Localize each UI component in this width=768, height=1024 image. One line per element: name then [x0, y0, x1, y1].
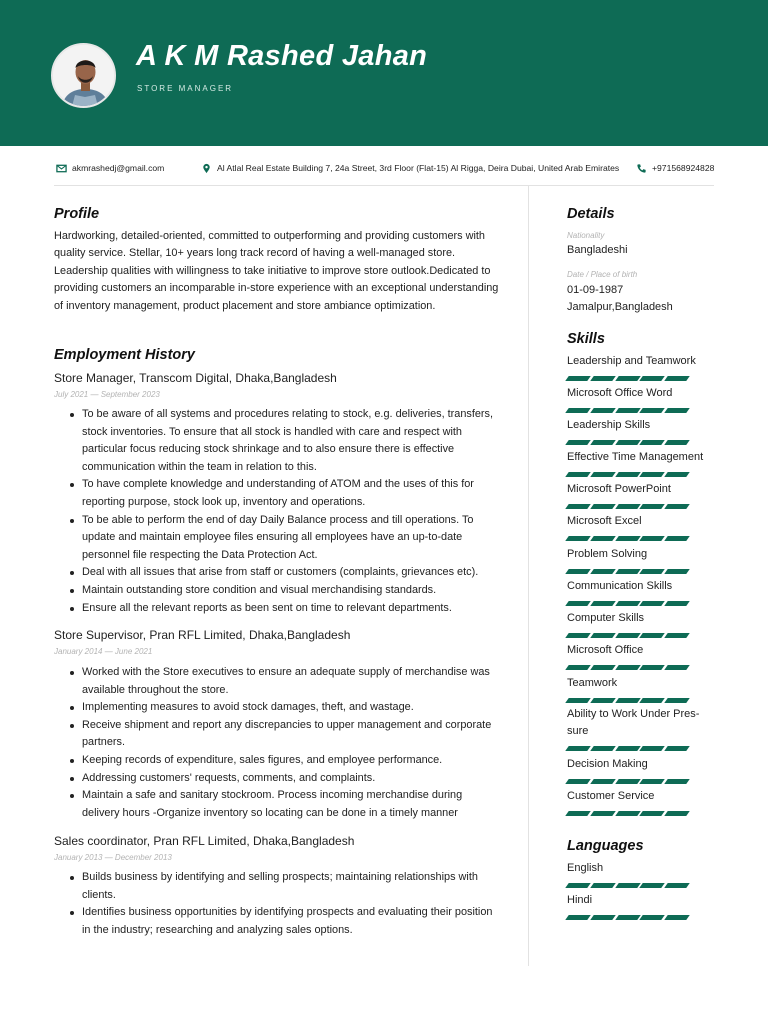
level-segment — [565, 408, 590, 413]
level-segment — [640, 601, 665, 606]
skill-item — [567, 449, 717, 477]
languages-heading: Languages — [567, 838, 644, 854]
details-heading: Details — [567, 206, 615, 222]
level-segment — [615, 569, 640, 574]
skill-level-bar — [567, 536, 688, 541]
level-segment — [590, 811, 615, 816]
level-segment — [565, 883, 590, 888]
level-segment — [664, 536, 689, 541]
skill-item — [567, 353, 717, 381]
level-segment — [640, 633, 665, 638]
contact-divider — [54, 185, 714, 186]
job-duty: Implementing measures to avoid stock damages, theft, and wastage. — [68, 699, 500, 717]
skill-level-bar — [567, 376, 688, 381]
skill-name: Microsoft PowerPoint — [567, 483, 671, 495]
level-segment — [615, 633, 640, 638]
level-segment — [640, 408, 665, 413]
profile-heading: Profile — [54, 206, 100, 222]
skill-name: Effective Time Management — [567, 451, 704, 463]
birth-label: Date / Place of birth — [567, 270, 638, 279]
skill-level-bar — [567, 569, 688, 574]
skill-level-bar — [567, 811, 688, 816]
level-segment — [565, 376, 590, 381]
level-segment — [615, 883, 640, 888]
skill-level-bar — [567, 408, 688, 413]
phone-icon — [636, 163, 647, 174]
level-segment — [640, 698, 665, 703]
job-duty: Deal with all issues that arise from staff or customers (complaints, grievances etc). — [68, 564, 500, 582]
level-segment — [565, 779, 590, 784]
level-segment — [590, 504, 615, 509]
email-text: akmrashedj@gmail.com — [72, 163, 165, 173]
job-duty: Addressing customers' requests, comments, and complaints. — [68, 770, 500, 788]
level-segment — [640, 883, 665, 888]
candidate-role: STORE MANAGER — [137, 84, 234, 93]
level-segment — [640, 504, 665, 509]
level-segment — [590, 883, 615, 888]
level-segment — [590, 915, 615, 920]
level-segment — [615, 746, 640, 751]
job-duty: Receive shipment and report any discrepancies to upper management and corporate partners. — [68, 717, 500, 752]
skill-name: Communication Skills — [567, 580, 673, 592]
level-segment — [664, 915, 689, 920]
skill-item — [567, 675, 717, 703]
skill-item — [567, 788, 717, 816]
level-segment — [615, 779, 640, 784]
skill-name: Decision Making — [567, 758, 648, 770]
level-segment — [664, 698, 689, 703]
job-duties-list — [68, 406, 500, 617]
level-segment — [615, 665, 640, 670]
job-duties-list — [68, 869, 500, 939]
level-segment — [640, 569, 665, 574]
skill-item — [567, 385, 717, 413]
level-segment — [664, 601, 689, 606]
level-segment — [615, 504, 640, 509]
skill-name: Teamwork — [567, 677, 618, 689]
profile-photo — [51, 43, 116, 108]
level-segment — [565, 504, 590, 509]
skill-item — [567, 546, 717, 574]
address-text: Al Atlal Real Estate Building 7, 24a Street, 3rd Floor (Flat-15) Al Rigga, Deira Dubai, United Arab Emirates — [217, 163, 620, 173]
level-segment — [640, 746, 665, 751]
level-segment — [590, 440, 615, 445]
level-segment — [640, 536, 665, 541]
skill-item — [567, 578, 717, 606]
level-segment — [640, 779, 665, 784]
level-segment — [590, 698, 615, 703]
language-level-bar — [567, 915, 688, 920]
job-date: January 2014 — June 2021 — [54, 647, 153, 656]
level-segment — [615, 376, 640, 381]
nationality-label: Nationality — [567, 231, 605, 240]
language-name: English — [567, 862, 604, 874]
skill-name: Microsoft Office — [567, 644, 644, 656]
skill-item — [567, 706, 713, 751]
level-segment — [590, 633, 615, 638]
contact-email[interactable] — [56, 161, 164, 175]
nationality-value: Bangladeshi — [567, 244, 628, 256]
skill-level-bar — [567, 504, 688, 509]
level-segment — [664, 408, 689, 413]
contact-address — [201, 161, 619, 175]
job-duty: Keeping records of expenditure, sales figures, and employee performance. — [68, 752, 500, 770]
level-segment — [664, 440, 689, 445]
level-segment — [664, 779, 689, 784]
level-segment — [565, 698, 590, 703]
skill-level-bar — [567, 601, 688, 606]
skill-name: Problem Solving — [567, 548, 648, 560]
level-segment — [640, 665, 665, 670]
level-segment — [590, 472, 615, 477]
level-segment — [615, 440, 640, 445]
skill-level-bar — [567, 779, 688, 784]
candidate-name: A K M Rashed Jahan — [136, 40, 428, 72]
level-segment — [640, 376, 665, 381]
skill-item — [567, 642, 717, 670]
skill-level-bar — [567, 746, 688, 751]
level-segment — [565, 536, 590, 541]
level-segment — [565, 569, 590, 574]
skill-name: Leadership Skills — [567, 419, 651, 431]
language-level-bar — [567, 883, 688, 888]
job-duties-list — [68, 664, 500, 822]
level-segment — [615, 811, 640, 816]
level-segment — [590, 376, 615, 381]
skill-name: Customer Service — [567, 790, 655, 802]
level-segment — [565, 665, 590, 670]
level-segment — [640, 440, 665, 445]
level-segment — [664, 665, 689, 670]
level-segment — [615, 408, 640, 413]
level-segment — [565, 601, 590, 606]
job-title: Sales coordinator, Pran RFL Limited, Dhaka,Bangladesh — [54, 834, 355, 848]
resume-header — [0, 0, 768, 146]
level-segment — [640, 915, 665, 920]
skill-item — [567, 756, 717, 784]
skill-level-bar — [567, 440, 688, 445]
skill-level-bar — [567, 472, 688, 477]
level-segment — [590, 601, 615, 606]
employment-heading: Employment History — [54, 347, 195, 363]
skill-level-bar — [567, 698, 688, 703]
level-segment — [664, 376, 689, 381]
level-segment — [664, 883, 689, 888]
job-date: July 2021 — September 2023 — [54, 390, 160, 399]
level-segment — [590, 536, 615, 541]
job-title: Store Manager, Transcom Digital, Dhaka,Bangladesh — [54, 371, 337, 385]
skill-name: Microsoft Excel — [567, 515, 642, 527]
job-duty: Identifies business opportunities by identifying prospects and evaluating their position in the industry; researching and analyzing sales options. — [68, 904, 500, 939]
birth-place: Jamalpur,Bangladesh — [567, 301, 673, 313]
language-name: Hindi — [567, 894, 593, 906]
level-segment — [590, 569, 615, 574]
job-duty: Ensure all the relevant reports as been sent on time to relevant departments. — [68, 600, 500, 618]
level-segment — [664, 569, 689, 574]
job-date: January 2013 — December 2013 — [54, 853, 172, 862]
level-segment — [615, 536, 640, 541]
level-segment — [565, 472, 590, 477]
skill-item — [567, 481, 717, 509]
level-segment — [615, 472, 640, 477]
skill-name: Ability to Work Under Pres-sure — [567, 708, 700, 737]
level-segment — [640, 472, 665, 477]
level-segment — [565, 633, 590, 638]
level-segment — [590, 779, 615, 784]
level-segment — [664, 811, 689, 816]
skill-level-bar — [567, 665, 688, 670]
profile-summary: Hardworking, detailed-oriented, committed to outperforming and providing customers with quality service. Stellar, 10+ years long track record of having a well-managed store. Leadership qualities with willingness to take initiative to improve store outlook.Dedicated to providing customers an incomparable in-store experience with an exceptional understanding of inventory management, product placement and store ambiance optimization. — [54, 230, 499, 312]
level-segment — [590, 746, 615, 751]
level-segment — [615, 601, 640, 606]
language-item — [567, 860, 717, 888]
job-duty: To have complete knowledge and understanding of ATOM and the uses of this for reporting purpose, stock look up, inventory and operations. — [68, 476, 500, 511]
skills-heading: Skills — [567, 331, 605, 347]
skill-level-bar — [567, 633, 688, 638]
job-duty: Builds business by identifying and selling prospects; maintaining relationships with clients. — [68, 869, 500, 904]
level-segment — [615, 915, 640, 920]
phone-text: +971568924828 — [652, 163, 715, 173]
email-icon — [56, 163, 67, 174]
level-segment — [640, 811, 665, 816]
level-segment — [565, 746, 590, 751]
level-segment — [664, 472, 689, 477]
skill-item — [567, 417, 717, 445]
skill-name: Microsoft Office Word — [567, 387, 673, 399]
job-duty: Maintain a safe and sanitary stockroom. Process incoming merchandise during delivery hours -Organize inventory so locating can be done in a timely manner — [68, 787, 500, 822]
skill-name: Leadership and Teamwork — [567, 355, 696, 367]
level-segment — [565, 915, 590, 920]
job-duty: To be aware of all systems and procedures relating to stock, e.g. deliveries, transfers, stock inventories. To ensure that all stock is handled with care and respect with particular focus reducing stock shrinkage and to also ensure there is effective communication within the team in relation to this. — [68, 406, 500, 476]
skill-item — [567, 610, 717, 638]
job-duty: To be able to perform the end of day Daily Balance process and till operations. To update and maintain employee files ensuring all employees have an up-to-date personnel file respecting the Data Protection Act. — [68, 512, 500, 565]
level-segment — [590, 665, 615, 670]
level-segment — [590, 408, 615, 413]
level-segment — [615, 698, 640, 703]
level-segment — [664, 746, 689, 751]
job-duty: Worked with the Store executives to ensure an adequate supply of merchandise was available throughout the store. — [68, 664, 500, 699]
level-segment — [565, 440, 590, 445]
skill-item — [567, 513, 717, 541]
contact-phone[interactable] — [636, 161, 714, 175]
job-duty: Maintain outstanding store condition and visual merchandising standards. — [68, 582, 500, 600]
skill-name: Computer Skills — [567, 612, 645, 624]
level-segment — [565, 811, 590, 816]
column-divider — [528, 186, 529, 966]
language-item — [567, 892, 717, 920]
level-segment — [664, 504, 689, 509]
birth-date: 01-09-1987 — [567, 284, 624, 296]
location-pin-icon — [201, 163, 212, 174]
level-segment — [664, 633, 689, 638]
job-title: Store Supervisor, Pran RFL Limited, Dhaka,Bangladesh — [54, 628, 351, 642]
